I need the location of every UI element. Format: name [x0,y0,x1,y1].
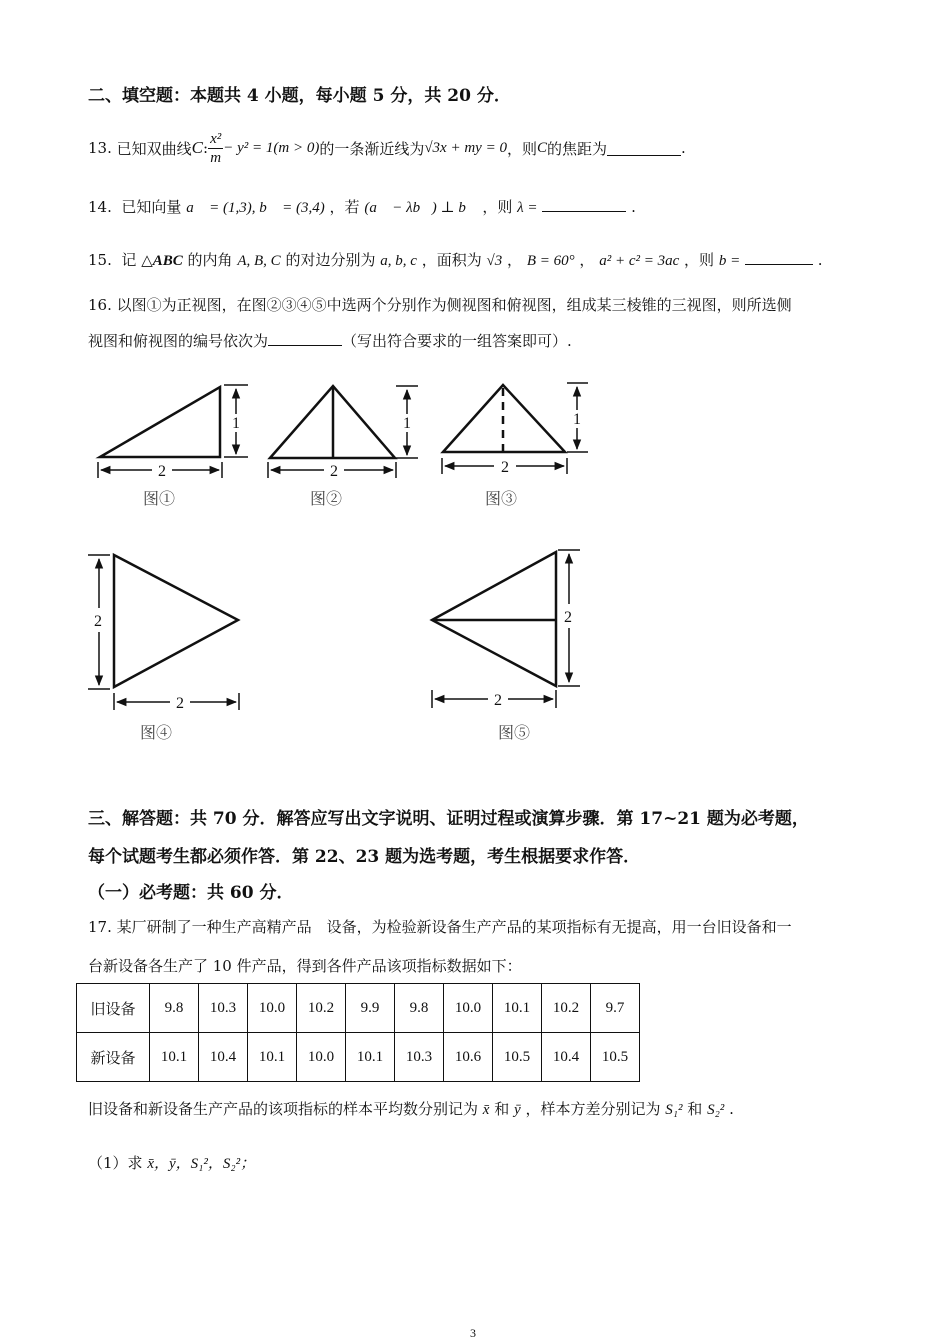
dimension-label: 2 [94,613,102,630]
math-expression: C [191,138,203,157]
math-expression: C [536,139,547,156]
question-text: ， [507,251,523,269]
question-text: 已知向量 [121,198,182,216]
math-expression: λ = [517,200,538,216]
triangle-shape [114,555,238,687]
fraction-numerator: x² [210,130,222,147]
table-cell: 10.2 [542,984,591,1033]
question-17-part-1 [88,1152,255,1173]
subsection-heading-required: （一）必考题：共 60 分． [88,883,294,903]
table-cell: 10.0 [248,984,297,1033]
figure-3 [442,383,588,474]
dimension-label: 2 [501,459,509,476]
question-text: 的一条渐近线为 [319,139,425,158]
table-cell: 10.4 [542,1033,591,1082]
question-text: 已知双曲线 [116,139,192,158]
table-cell: 9.8 [150,984,199,1033]
dimension-label: 2 [176,695,184,712]
table-cell: 10.5 [591,1033,640,1082]
question-text: 的焦距为 [546,139,607,158]
question-text: . [729,1100,734,1118]
question-text: ，则 [482,198,513,216]
math-expression: S₂² [707,1102,725,1118]
page-number: 3 [470,1326,476,1340]
table-cell: 10.4 [199,1033,248,1082]
question-number: 15. [88,251,112,269]
question-13 [88,128,686,168]
table-cell: 10.0 [297,1033,346,1082]
dimension-label: 2 [330,463,338,480]
question-text: 记 [121,251,137,269]
fraction-denominator: m [210,149,222,166]
question-text: 和 [494,1100,510,1118]
table-cell: 9.7 [591,984,640,1033]
question-text: ，则 [506,139,537,158]
math-expression: a, b, c [380,253,417,269]
question-17-line-3 [88,1098,734,1119]
question-text: （写出符合要求的一组答案即可）. [342,332,572,350]
table-cell: 10.5 [493,1033,542,1082]
question-text: 旧设备和新设备生产产品的该项指标的样本平均数分别记为 [88,1100,479,1118]
dimension-label: 2 [158,463,166,480]
question-number: 14. [88,198,112,216]
math-expression: √3x + my = 0 [424,139,507,156]
indicator-data-table [76,983,640,1082]
table-cell: 9.9 [346,984,395,1033]
math-expression: S₁² [665,1102,683,1118]
question-17-line-1: 17. 某厂研制了一种生产高精产品 设备，为检验新设备生产产品的某项指标有无提高，用一台旧设备和一 [88,918,792,936]
dimension-label: 2 [564,609,572,626]
table-cell: 10.1 [493,984,542,1033]
question-text: . [681,139,686,157]
section-heading-solutions-line-2: 每个试题考生都必须作答．第 22、23 题为选考题，考生根据要求作答． [88,847,641,867]
dimension-label: 2 [494,692,502,709]
math-expression: a² + c² = 3ac [599,253,680,269]
figure-caption: 图⑤ [498,723,531,742]
figure-caption: 图② [310,489,343,508]
question-16-line-2 [88,330,572,351]
math-expression: − y² = 1(m > 0) [223,139,320,156]
table-cell: 10.1 [346,1033,395,1082]
question-text: 视图和俯视图的编号依次为 [88,332,269,350]
three-view-figures [0,370,950,770]
table-cell: 10.6 [444,1033,493,1082]
section-heading-solutions: 三、解答题：共 70 分．解答应写出文字说明、证明过程或演算步骤．第 17~21 题为必考题， [88,809,809,829]
figure-5 [432,550,580,708]
table-cell: 10.1 [248,1033,297,1082]
table-cell: 10.0 [444,984,493,1033]
dimension-label: 1 [232,415,240,432]
fraction [208,130,223,167]
question-17-line-2: 台新设备各生产了 10 件产品，得到各件产品该项指标数据如下： [88,957,522,975]
question-text: ，若 [329,198,360,216]
math-expression: x̄，ȳ，S₁²，S₂²； [147,1156,256,1172]
math-expression: B = 60° [526,253,575,269]
table-cell: 9.8 [395,984,444,1033]
figure-caption: 图④ [140,723,173,742]
table-cell: 10.1 [150,1033,199,1082]
math-expression: a⃗ = (1,3), b⃗ = (3,4) [186,200,325,216]
question-text: 和 [687,1100,703,1118]
table-cell: 10.3 [199,984,248,1033]
figure-2 [268,386,418,478]
figure-1 [98,385,248,478]
math-expression: ȳ [514,1102,521,1118]
question-text: ， [579,251,595,269]
answer-blank [542,197,626,212]
table-cell: 10.3 [395,1033,444,1082]
answer-blank [268,331,342,346]
math-expression: △ABC [141,253,183,269]
math-expression: (a⃗ − λb⃗) ⊥ b⃗ [364,200,478,216]
math-expression: √3 [486,253,503,269]
figure-caption: 图③ [485,489,518,508]
math-expression: A, B, C [237,253,281,269]
section-heading-fill-in: 二、填空题：本题共 4 小题，每小题 5 分，共 20 分． [88,86,511,106]
answer-blank [607,141,681,156]
question-text: 的对边分别为 [285,251,376,269]
figure-4 [88,555,239,710]
math-expression: : [203,139,209,157]
figure-caption: 图① [143,489,176,508]
dimension-label: 1 [573,411,581,428]
row-label: 旧设备 [77,984,150,1033]
right-triangle-shape [100,387,220,457]
question-text: ，则 [684,251,715,269]
question-15 [88,249,823,270]
table-row [77,1033,640,1082]
math-expression: x̄ [482,1102,490,1118]
question-16-line-1: 16. 以图①为正视图，在图②③④⑤中选两个分别作为侧视图和俯视图，组成某三棱锥的三视图，则所选侧 [88,296,792,314]
question-text: 的内角 [187,251,233,269]
math-expression: b = [718,253,741,269]
question-text: ，样本方差分别记为 [525,1100,661,1118]
question-text: ，面积为 [421,251,482,269]
question-14 [88,196,636,217]
question-text: . [631,198,636,216]
table-cell: 10.2 [297,984,346,1033]
table-row [77,984,640,1033]
question-text: . [817,251,823,269]
row-label: 新设备 [77,1033,150,1082]
dimension-label: 1 [403,415,411,432]
question-number: 13. [88,139,112,157]
question-text: （1）求 [88,1154,143,1172]
table-body [77,984,640,1082]
answer-blank [745,250,813,265]
